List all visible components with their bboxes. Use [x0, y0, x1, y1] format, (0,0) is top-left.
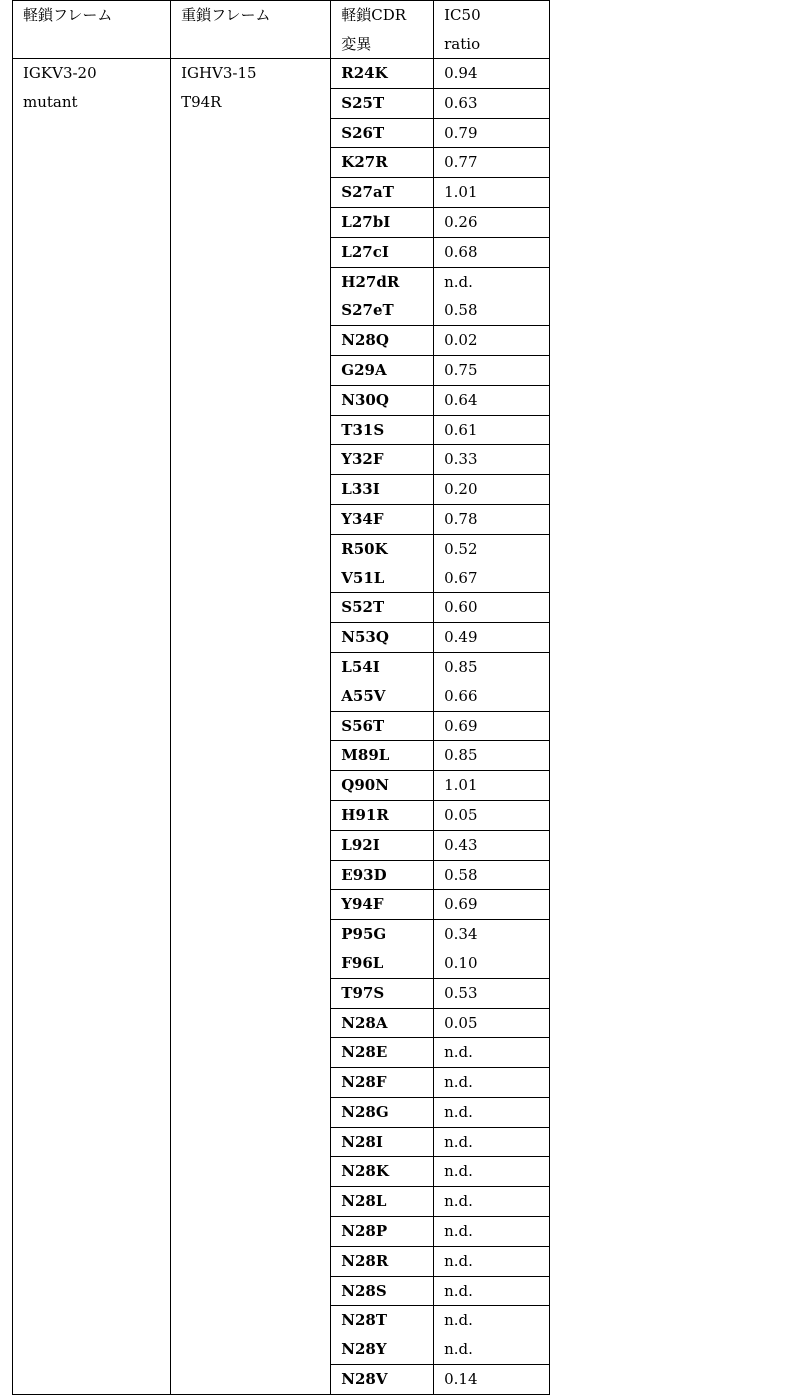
mutation-text: K27R [341, 148, 433, 177]
ic50-value: 0.68 [444, 238, 549, 267]
header-ic50-ratio [434, 1, 550, 59]
ic50-cell [434, 118, 550, 148]
mutation-text: S56T [341, 712, 433, 741]
mutation-cell [331, 1097, 434, 1127]
mutation-cell [331, 741, 434, 771]
mutation-cell [331, 385, 434, 415]
mutation-cell [331, 148, 434, 178]
mutation-text: N28R [341, 1247, 433, 1276]
mutation-cell [331, 978, 434, 1008]
mutation-text: N28L [341, 1187, 433, 1216]
mutation-cell [331, 711, 434, 741]
mutation-text: Y32F [341, 445, 433, 474]
mutation-cell [331, 267, 434, 326]
mutation-text: H91R [341, 801, 433, 830]
ic50-value: 0.75 [444, 356, 549, 385]
ic50-cell [434, 1097, 550, 1127]
ic50-cell [434, 1276, 550, 1306]
ic50-cell [434, 1306, 550, 1365]
ic50-value: 0.69 [444, 890, 549, 919]
header-text: ratio [444, 30, 549, 59]
ic50-value: n.d. [444, 1277, 549, 1306]
mutation-cell [331, 1187, 434, 1217]
mutation-text: Q90N [341, 771, 433, 800]
header-text: 軽鎖CDR [341, 1, 433, 30]
mutation-text: N28Q [341, 326, 433, 355]
mutation-cell [331, 652, 434, 711]
mutation-text: P95G [341, 920, 433, 949]
mutation-cell [331, 1306, 434, 1365]
header-text: IC50 [444, 1, 549, 30]
ic50-value: n.d. [444, 1038, 549, 1067]
ic50-value: 0.64 [444, 386, 549, 415]
mutation-text: S27aT [341, 178, 433, 207]
mutation-cell [331, 1127, 434, 1157]
ic50-value: 0.66 [444, 682, 549, 711]
ic50-cell [434, 593, 550, 623]
mutation-cell [331, 326, 434, 356]
ic50-value: n.d. [444, 1098, 549, 1127]
ic50-cell [434, 1038, 550, 1068]
mutation-text: V51L [341, 564, 433, 593]
ic50-cell [434, 800, 550, 830]
mutation-cell [331, 920, 434, 979]
mutation-cell [331, 118, 434, 148]
ic50-cell [434, 1187, 550, 1217]
mutation-cell [331, 1157, 434, 1187]
ic50-value: 0.58 [444, 861, 549, 890]
mutation-cell [331, 771, 434, 801]
mutation-text: S26T [341, 119, 433, 148]
mutation-cell [331, 1068, 434, 1098]
mutation-text: Y34F [341, 505, 433, 534]
ic50-cell [434, 534, 550, 593]
ic50-value: 0.94 [444, 59, 549, 88]
ic50-cell [434, 267, 550, 326]
mutation-cell [331, 1038, 434, 1068]
ic50-value: n.d. [444, 1157, 549, 1186]
ic50-value: 0.79 [444, 119, 549, 148]
mutation-text: E93D [341, 861, 433, 890]
mutation-cell [331, 830, 434, 860]
table-body [13, 1, 550, 1395]
ic50-cell [434, 1068, 550, 1098]
mutation-text: M89L [341, 741, 433, 770]
mutation-text: T31S [341, 416, 433, 445]
ic50-cell [434, 1127, 550, 1157]
mutation-text: N28T [341, 1306, 433, 1335]
mutation-cell [331, 504, 434, 534]
ic50-cell [434, 1365, 550, 1395]
mutation-cell [331, 1365, 434, 1395]
mutation-text: S27eT [341, 296, 433, 325]
mutation-text: T97S [341, 979, 433, 1008]
ic50-value: 0.49 [444, 623, 549, 652]
header-text: 変異 [341, 30, 433, 59]
table-row [13, 59, 550, 89]
ic50-value: 0.61 [444, 416, 549, 445]
light-frame-text: IGKV3-20 [23, 59, 170, 88]
mutation-text: N28Y [341, 1335, 433, 1364]
mutation-cell [331, 593, 434, 623]
mutation-text: L27cI [341, 238, 433, 267]
mutation-cell [331, 1276, 434, 1306]
mutation-text: N30Q [341, 386, 433, 415]
mutation-cell [331, 207, 434, 237]
mutation-text: N28S [341, 1277, 433, 1306]
mutation-text: N28E [341, 1038, 433, 1067]
ic50-value: 0.05 [444, 801, 549, 830]
ic50-cell [434, 445, 550, 475]
mutation-text: N28I [341, 1128, 433, 1157]
ic50-value: n.d. [444, 1068, 549, 1097]
mutation-text: L92I [341, 831, 433, 860]
ic50-value: n.d. [444, 268, 549, 297]
ic50-value: 0.53 [444, 979, 549, 1008]
mutation-text: S52T [341, 593, 433, 622]
ic50-value: n.d. [444, 1187, 549, 1216]
mutation-cell [331, 237, 434, 267]
ic50-value: 0.05 [444, 1009, 549, 1038]
mutation-cell [331, 475, 434, 505]
ic50-cell [434, 504, 550, 534]
ic50-cell [434, 475, 550, 505]
ic50-value: 0.67 [444, 564, 549, 593]
ic50-value: 0.20 [444, 475, 549, 504]
ic50-value: 0.77 [444, 148, 549, 177]
mutation-text: F96L [341, 949, 433, 978]
ic50-value: 0.85 [444, 653, 549, 682]
mutation-cell [331, 355, 434, 385]
ic50-value: 0.10 [444, 949, 549, 978]
ic50-cell [434, 178, 550, 208]
mutation-text: L27bI [341, 208, 433, 237]
mutation-text: N28P [341, 1217, 433, 1246]
ic50-cell [434, 355, 550, 385]
ic50-cell [434, 59, 550, 89]
mutation-cell [331, 88, 434, 118]
mutation-text: N28V [341, 1365, 433, 1394]
ic50-cell [434, 237, 550, 267]
header-heavy-frame [171, 1, 331, 59]
mutation-text: Y94F [341, 890, 433, 919]
ic50-cell [434, 920, 550, 979]
header-light-cdr-mutation [331, 1, 434, 59]
heavy-frame-cell [171, 59, 331, 1395]
mutation-cell [331, 890, 434, 920]
ic50-cell [434, 771, 550, 801]
mutation-cell [331, 623, 434, 653]
mutation-text: R24K [341, 59, 433, 88]
mutation-text: R50K [341, 535, 433, 564]
mutation-text: G29A [341, 356, 433, 385]
mutation-cell [331, 1246, 434, 1276]
ic50-value: 0.63 [444, 89, 549, 118]
ic50-cell [434, 88, 550, 118]
ic50-cell [434, 1246, 550, 1276]
mutation-text: N28G [341, 1098, 433, 1127]
mutation-cell [331, 178, 434, 208]
ic50-value: 1.01 [444, 178, 549, 207]
ic50-value: n.d. [444, 1306, 549, 1335]
heavy-frame-text: T94R [181, 88, 330, 117]
ic50-cell [434, 1008, 550, 1038]
ic50-value: 0.85 [444, 741, 549, 770]
mutation-text: S25T [341, 89, 433, 118]
mutation-text: H27dR [341, 268, 433, 297]
ic50-value: 0.58 [444, 296, 549, 325]
mutation-cell [331, 534, 434, 593]
mutation-cell [331, 860, 434, 890]
ic50-value: n.d. [444, 1247, 549, 1276]
light-frame-cell [13, 59, 171, 1395]
ic50-value: n.d. [444, 1335, 549, 1364]
ic50-cell [434, 415, 550, 445]
mutation-cell [331, 415, 434, 445]
header-row [13, 1, 550, 59]
mutation-cell [331, 1217, 434, 1247]
header-text: 重鎖フレーム [181, 1, 330, 30]
ic50-value: 0.69 [444, 712, 549, 741]
header-light-frame [13, 1, 171, 59]
ic50-cell [434, 711, 550, 741]
ic50-value: 0.43 [444, 831, 549, 860]
light-frame-text: mutant [23, 88, 170, 117]
ic50-cell [434, 830, 550, 860]
mutation-cell [331, 59, 434, 89]
mutation-cell [331, 800, 434, 830]
ic50-value: 1.01 [444, 771, 549, 800]
mutation-cell [331, 445, 434, 475]
ic50-value: n.d. [444, 1128, 549, 1157]
ic50-cell [434, 741, 550, 771]
heavy-frame-text: IGHV3-15 [181, 59, 330, 88]
ic50-value: 0.33 [444, 445, 549, 474]
ic50-cell [434, 978, 550, 1008]
ic50-cell [434, 326, 550, 356]
mutation-text: N28A [341, 1009, 433, 1038]
ic50-value: n.d. [444, 1217, 549, 1246]
mutation-text: N28K [341, 1157, 433, 1186]
ic50-value: 0.78 [444, 505, 549, 534]
ic50-cell [434, 207, 550, 237]
ic50-value: 0.26 [444, 208, 549, 237]
ic50-cell [434, 860, 550, 890]
ic50-cell [434, 623, 550, 653]
ic50-cell [434, 890, 550, 920]
mutation-text: L33I [341, 475, 433, 504]
ic50-cell [434, 652, 550, 711]
ic50-value: 0.60 [444, 593, 549, 622]
ic50-cell [434, 385, 550, 415]
ic50-value: 0.34 [444, 920, 549, 949]
mutation-text: N28F [341, 1068, 433, 1097]
mutation-text: L54I [341, 653, 433, 682]
mutation-text: N53Q [341, 623, 433, 652]
ic50-value: 0.52 [444, 535, 549, 564]
ic50-cell [434, 148, 550, 178]
mutation-text: A55V [341, 682, 433, 711]
ic50-value: 0.02 [444, 326, 549, 355]
ic50-cell [434, 1157, 550, 1187]
header-text: 軽鎖フレーム [23, 1, 170, 30]
ic50-value: 0.14 [444, 1365, 549, 1394]
ic50-cell [434, 1217, 550, 1247]
mutation-cell [331, 1008, 434, 1038]
mutation-ic50-table [12, 0, 550, 1395]
